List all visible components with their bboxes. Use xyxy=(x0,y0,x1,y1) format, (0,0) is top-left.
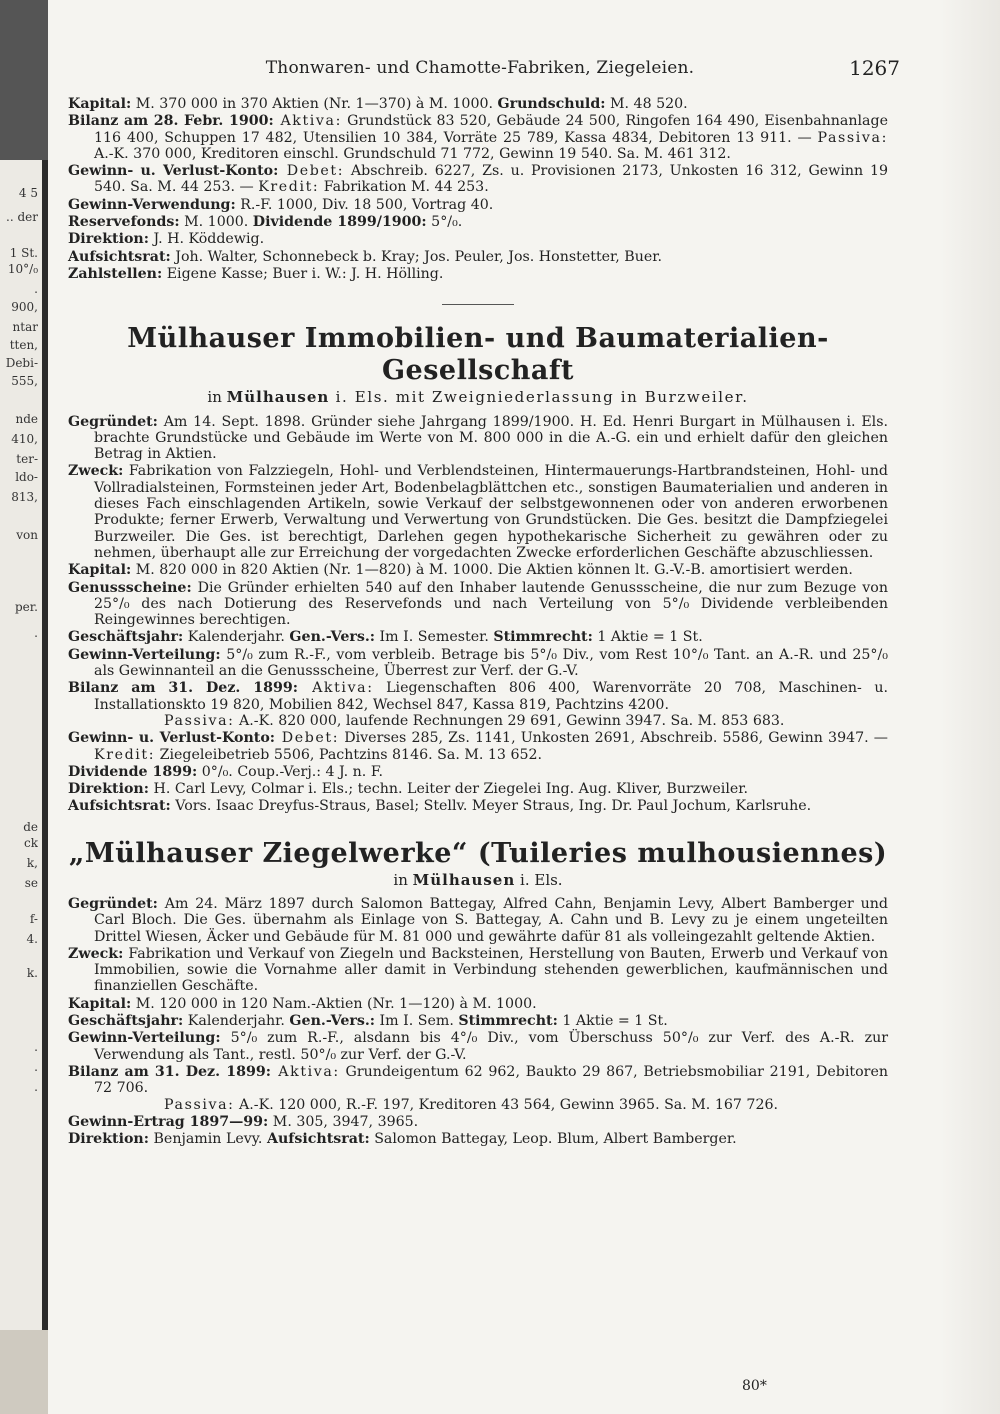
entry-label: Kapital: xyxy=(68,995,132,1012)
location-city: Mülhausen xyxy=(226,388,330,407)
company-location xyxy=(68,872,888,888)
bilanz-passiva-line xyxy=(94,1097,888,1113)
entry-sublabel: Passiva: xyxy=(817,129,888,146)
entry-gegruendet xyxy=(68,414,888,463)
entry-label: Direktion: xyxy=(68,231,149,248)
entry-label: Gegründet: xyxy=(68,895,158,912)
entry-text: M. 48 520. xyxy=(605,96,688,112)
entry-direktion xyxy=(68,1131,888,1147)
entry-gewinn-verteilung xyxy=(68,647,888,680)
entry-label: Gewinn- u. Verlust-Konto: xyxy=(68,163,279,180)
entry-label: Aufsichtsrat: xyxy=(266,1131,370,1148)
signature-mark: 80* xyxy=(742,1378,767,1394)
entry-text: Grundeigentum 62 962, Baukto 29 867, Betriebsmobiliar 2191, Debitoren 72 706. xyxy=(94,1063,888,1097)
margin-fragment: . xyxy=(34,282,38,296)
entry-text: Die Gründer erhielten 540 auf den Inhaber lautende Genussscheine, die nur zum Bezuge von 25°/₀ des nach Dotierung des Reservefonds und nach Verteilung von 5°/₀ Dividende verbleibenden Reingewinnes berechtigen. xyxy=(94,579,888,629)
location-suffix: i. Els. mit Zweigniederlassung in Burzweiler. xyxy=(329,388,749,407)
margin-fragment: 4. xyxy=(26,932,38,946)
section-divider xyxy=(442,304,514,305)
entry-label: Stimmrecht: xyxy=(458,1013,558,1030)
entry-kapital xyxy=(68,562,888,578)
entry-text: Kalenderjahr. xyxy=(183,629,290,646)
entry-text: 5°/₀. xyxy=(426,214,463,231)
margin-fragment: 900, xyxy=(11,300,38,314)
entry-label: Reservefonds: xyxy=(68,214,180,231)
entry-text: Joh. Walter, Schonnebeck b. Kray; Jos. Peuler, Jos. Honstetter, Buer. xyxy=(170,248,662,265)
entry-text: A.-K. 120 000, R.-F. 197, Kreditoren 43 564, Gewinn 3965. Sa. M. 167 726. xyxy=(234,1096,779,1113)
entry-text: 1 Aktie = 1 St. xyxy=(592,629,703,646)
entry-text: M. 370 000 in 370 Aktien (Nr. 1—370) à M. 1000. xyxy=(131,96,498,112)
entry-label: Gen.-Vers.: xyxy=(289,629,376,646)
entry-text: 1 Aktie = 1 St. xyxy=(557,1013,668,1030)
entry-guv xyxy=(68,730,888,763)
entry-sublabel: Kredit: xyxy=(94,746,156,763)
entry-label: Kapital: xyxy=(68,562,132,579)
page-header xyxy=(60,54,900,84)
entry-geschaeftsjahr xyxy=(68,629,888,645)
entry-text: Diverses 285, Zs. 1141, Unkosten 2691, Abschreib. 5586, Gewinn 3947. — xyxy=(339,730,888,747)
entry-text: J. H. Köddewig. xyxy=(148,231,265,248)
entry-sublabel: Kredit: xyxy=(258,179,320,196)
entry-label: Bilanz am 28. Febr. 1900: xyxy=(68,113,274,130)
entry-label: Direktion: xyxy=(68,781,149,798)
entry-label: Dividende 1899/1900: xyxy=(252,214,427,231)
entry-label: Gewinn-Verteilung: xyxy=(68,646,221,663)
entry-label: Genussscheine: xyxy=(68,579,192,596)
entry-text: 0°/₀. Coup.-Verj.: 4 J. n. F. xyxy=(197,763,383,780)
entry-text: 5°/₀ zum R.-F., vom verbleib. Betrage bis 5°/₀ Div., vom Rest 10°/₀ Tant. an A.-R. und 25°/₀ als Gewinnanteil an die Genussscheine, Überrest zur Verf. der G.-V. xyxy=(94,646,888,680)
entry-label: Kapital: xyxy=(68,96,132,112)
entry-label: Zweck: xyxy=(68,463,124,480)
entry-text: Benjamin Levy. xyxy=(148,1131,267,1148)
entry-label: Bilanz am 31. Dez. 1899: xyxy=(68,1063,271,1080)
entry-aufsichtsrat xyxy=(68,798,888,814)
entry-sublabel: Aktiva: xyxy=(273,113,342,130)
entry-label: Bilanz am 31. Dez. 1899: xyxy=(68,680,298,697)
margin-fragment: Debi- xyxy=(5,356,38,370)
margin-fragment: 410, xyxy=(11,432,38,446)
entry-text: M. 1000. xyxy=(179,214,253,231)
entry-text: Im I. Sem. xyxy=(375,1013,459,1030)
entry-kapital xyxy=(68,96,888,112)
entry-zweck xyxy=(68,463,888,561)
section-spacer xyxy=(68,816,888,838)
section-muelhauser-immobilien xyxy=(68,323,888,814)
location-prefix: in xyxy=(393,870,413,889)
entry-sublabel: Aktiva: xyxy=(270,1063,340,1080)
entry-text: Fabrikation M. 44 253. xyxy=(319,179,489,196)
margin-fragment: per. xyxy=(14,600,38,614)
entry-text: Eigene Kasse; Buer i. W.: J. H. Hölling. xyxy=(162,265,444,282)
entry-direktion xyxy=(68,781,888,797)
entry-text: M. 305, 3947, 3965. xyxy=(268,1113,419,1130)
entry-label: Gegründet: xyxy=(68,413,158,430)
entry-text: H. Carl Levy, Colmar i. Els.; techn. Leiter der Ziegelei Ing. Aug. Kliver, Burzweiler. xyxy=(148,781,749,798)
company-location xyxy=(68,389,888,405)
entry-label: Aufsichtsrat: xyxy=(68,798,171,815)
margin-fragment: f- xyxy=(29,912,38,926)
entry-label: Gewinn-Verwendung: xyxy=(68,196,236,213)
entry-label: Dividende 1899: xyxy=(68,763,198,780)
margin-fragment: 10°/₀ xyxy=(7,262,38,276)
margin-fragment: tten, xyxy=(9,338,38,352)
margin-fragment: . xyxy=(34,1060,38,1074)
margin-fragment: k. xyxy=(26,966,38,980)
entry-label: Gewinn-Verteilung: xyxy=(68,1030,221,1047)
entry-text: Fabrikation von Falzziegeln, Hohl- und Verblendsteinen, Hintermauerungs-Hartbrandsteinen, Hohl- und Vollradialsteinen, Formsteinen jeder Art, Bodenbelagblättchen etc., sonstigen Baumaterialien und anderen in dieses Fach einschlagenden Artikeln, sowie Verkauf der selbstgewonnenen oder von anderen erworbenen Produkte; ferner Erwerb, Verwaltung und Verwertung von Grundstücken. Die Ges. besitzt die Dampfziegelei Burzweiler. Die Ges. ist berechtigt, Darlehen gegen hypothekarische Sicherheit zu gewähren oder zu nehmen, überhaupt alle zur Erreichung der vorgedachten Zwecke erforderlichen Geschäfte abzuschliessen. xyxy=(94,463,888,561)
entry-text: R.-F. 1000, Div. 18 500, Vortrag 40. xyxy=(235,196,494,213)
entry-gewinn-ertrag xyxy=(68,1114,888,1130)
entry-sublabel: Debet: xyxy=(278,163,345,180)
entry-text: Kalenderjahr. xyxy=(183,1013,290,1030)
entry-zahlstellen xyxy=(68,266,888,282)
entry-text: Am 14. Sept. 1898. Gründer siehe Jahrgang 1899/1900. H. Ed. Henri Burgart in Mülhausen i. Els. brachte Grundstücke und Gebäude im Werte von M. 800 000 in die A.-G. ein und erhielt dafür den gleichen Betrag in Aktien. xyxy=(94,413,888,463)
margin-fragment: ter- xyxy=(16,452,38,466)
entry-gewinn-verteilung xyxy=(68,1030,888,1063)
entry-text: A.-K. 370 000, Kreditoren einschl. Grundschuld 71 772, Gewinn 19 540. Sa. M. 461 312. xyxy=(94,145,731,162)
entry-text: M. 120 000 in 120 Nam.-Aktien (Nr. 1—120) à M. 1000. xyxy=(131,995,537,1012)
company-title: „Mülhauser Ziegelwerke“ (Tuileries mulhousiennes) xyxy=(68,837,888,869)
entry-text: Fabrikation und Verkauf von Ziegeln und Backsteinen, Herstellung von Bauten, Erwerb und Verkauf von Immobilien, sowie die Vornahme aller damit in Verbindung stehenden gewerblichen, kaufmännischen und finanziellen Geschäfte. xyxy=(94,945,888,995)
entry-kapital xyxy=(68,996,888,1012)
entry-gewinn-verwendung xyxy=(68,197,888,213)
scan-right-edge xyxy=(940,0,1000,1414)
entry-label: Direktion: xyxy=(68,1131,149,1148)
margin-fragment: 813, xyxy=(11,490,38,504)
section-muelhauser-ziegelwerke xyxy=(68,838,888,1148)
running-head: Thonwaren- und Chamotte-Fabriken, Ziegeleien. xyxy=(265,58,695,78)
margin-fragment: 4 5 xyxy=(18,186,38,200)
margin-fragment: de xyxy=(23,820,38,834)
margin-fragment: k, xyxy=(26,856,38,870)
entry-bilanz xyxy=(68,113,888,162)
page-number: 1267 xyxy=(849,56,900,80)
margin-fragment: . xyxy=(34,626,38,640)
location-city: Mülhausen xyxy=(412,870,516,889)
margin-fragment: . xyxy=(34,1080,38,1094)
margin-fragment: se xyxy=(24,876,38,890)
entry-genussscheine xyxy=(68,580,888,629)
entry-sublabel: Passiva: xyxy=(164,1096,235,1113)
entry-label: Grundschuld: xyxy=(497,96,606,112)
entry-label: Geschäftsjahr: xyxy=(68,629,184,646)
margin-fragment: ldo- xyxy=(15,470,38,484)
entry-guv xyxy=(68,163,888,196)
margin-fragment: nde xyxy=(15,412,38,426)
entry-text: Salomon Battegay, Leop. Blum, Albert Bamberger. xyxy=(369,1131,737,1148)
scan-dark-corner xyxy=(0,0,48,160)
entry-sublabel: Debet: xyxy=(275,730,340,747)
entry-text: A.-K. 820 000, laufende Rechnungen 29 691, Gewinn 3947. Sa. M. 853 683. xyxy=(234,712,785,729)
entry-aufsichtsrat xyxy=(68,249,888,265)
entry-reservefonds xyxy=(68,214,888,230)
entry-bilanz xyxy=(68,1064,888,1113)
entry-dividende xyxy=(68,764,888,780)
location-suffix: i. Els. xyxy=(515,870,563,889)
entry-gegruendet xyxy=(68,896,888,945)
entry-sublabel: Passiva: xyxy=(164,712,235,729)
page-content xyxy=(68,96,888,1148)
margin-fragment: .. der xyxy=(6,210,38,224)
entry-label: Gewinn-Ertrag 1897—99: xyxy=(68,1113,269,1130)
section-continued-company xyxy=(68,96,888,282)
margin-fragment: . xyxy=(34,1040,38,1054)
entry-text: M. 820 000 in 820 Aktien (Nr. 1—820) à M. 1000. Die Aktien können lt. G.-V.-B. amortisiert werden. xyxy=(131,562,853,579)
entry-direktion xyxy=(68,231,888,247)
margin-fragment: 555, xyxy=(11,374,38,388)
entry-sublabel: Aktiva: xyxy=(297,680,374,697)
entry-text: Liegenschaften 806 400, Warenvorräte 20 708, Maschinen- u. Installationskto 19 820, Mobilien 842, Wechsel 847, Kassa 819, Pachtzins 4200. xyxy=(94,680,888,713)
margin-fragment: von xyxy=(16,528,38,542)
entry-label: Aufsichtsrat: xyxy=(68,248,171,265)
company-title: Mülhauser Immobilien- und Baumaterialien-Gesellschaft xyxy=(127,323,829,387)
entry-text: Grundstück 83 520, Gebäude 24 500, Ringofen 164 490, Eisenbahnanlage 116 400, Schuppen 17 482, Utensilien 10 384, Vorräte 25 789, Kassa 4834, Debitoren 13 911. — xyxy=(94,113,888,146)
entry-bilanz xyxy=(68,680,888,729)
entry-text: Im I. Semester. xyxy=(375,629,494,646)
scan-bottom-edge xyxy=(0,1330,48,1414)
margin-fragment: ck xyxy=(24,836,38,850)
entry-text: 5°/₀ zum R.-F., alsdann bis 4°/₀ Div., vom Überschuss 50°/₀ zur Verf. des A.-R. zur Verwendung als Tant., restl. 50°/₀ zur Verf. der G.-V. xyxy=(94,1030,888,1063)
margin-fragment: ntar xyxy=(12,320,38,334)
entry-text: Ziegeleibetrieb 5506, Pachtzins 8146. Sa. M. 13 652. xyxy=(155,746,543,763)
entry-label: Gewinn- u. Verlust-Konto: xyxy=(68,730,276,747)
location-prefix: in xyxy=(207,388,227,407)
entry-geschaeftsjahr xyxy=(68,1013,888,1029)
margin-fragment: 1 St. xyxy=(9,246,38,260)
entry-zweck xyxy=(68,946,888,995)
entry-text: Vors. Isaac Dreyfus-Straus, Basel; Stellv. Meyer Straus, Ing. Dr. Paul Jochum, Karlsruhe. xyxy=(170,798,812,815)
entry-label: Zweck: xyxy=(68,945,124,962)
entry-text: Abschreib. 6227, Zs. u. Provisionen 2173, Unkosten 16 312, Gewinn 19 540. Sa. M. 44 253. — xyxy=(94,163,888,196)
entry-label: Gen.-Vers.: xyxy=(289,1013,376,1030)
entry-label: Geschäftsjahr: xyxy=(68,1013,184,1030)
bilanz-passiva-line xyxy=(94,713,888,729)
entry-text: Am 24. März 1897 durch Salomon Battegay, Alfred Cahn, Benjamin Levy, Albert Bamberger und Carl Bloch. Die Ges. übernahm als Einlage von S. Battegay, A. Cahn und B. Levy zu je einem ungeteilten Drittel Wiesen, Äcker und Gebäude für M. 81 000 und gewährte dafür 81 als volleingezahlt geltende Aktien. xyxy=(94,895,888,945)
entry-label: Stimmrecht: xyxy=(493,629,593,646)
entry-label: Zahlstellen: xyxy=(68,265,163,282)
